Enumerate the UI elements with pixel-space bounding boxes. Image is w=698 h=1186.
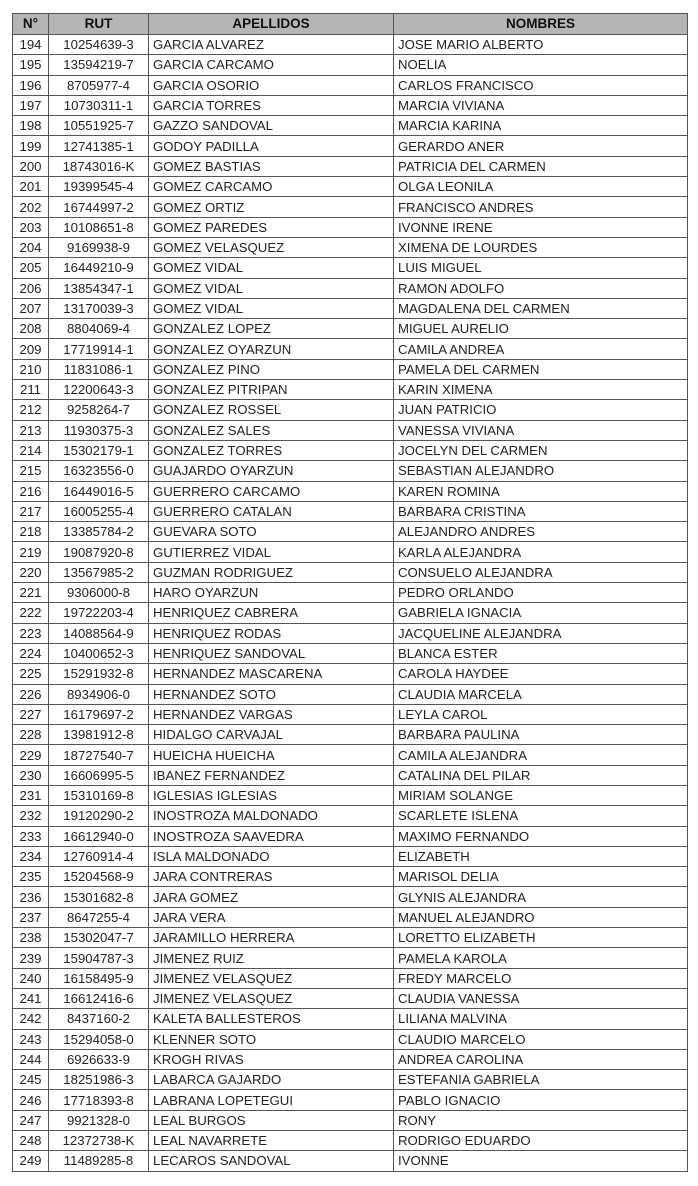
- cell-rut: 16323556-0: [49, 461, 149, 481]
- cell-apellidos: HIDALGO CARVAJAL: [149, 725, 394, 745]
- cell-rut: 12372738-K: [49, 1131, 149, 1151]
- cell-apellidos: GODOY PADILLA: [149, 136, 394, 156]
- cell-num: 239: [13, 948, 49, 968]
- cell-rut: 10254639-3: [49, 35, 149, 55]
- cell-apellidos: GONZALEZ OYARZUN: [149, 339, 394, 359]
- cell-nombres: ANDREA CAROLINA: [394, 1049, 688, 1069]
- cell-apellidos: GUAJARDO OYARZUN: [149, 461, 394, 481]
- cell-rut: 15301682-8: [49, 887, 149, 907]
- cell-apellidos: JARA VERA: [149, 907, 394, 927]
- cell-rut: 6926633-9: [49, 1049, 149, 1069]
- cell-nombres: LORETTO ELIZABETH: [394, 928, 688, 948]
- cell-nombres: CONSUELO ALEJANDRA: [394, 562, 688, 582]
- cell-apellidos: GOMEZ VIDAL: [149, 298, 394, 318]
- cell-nombres: XIMENA DE LOURDES: [394, 237, 688, 257]
- table-row: [13, 1090, 688, 1110]
- cell-num: 207: [13, 298, 49, 318]
- table-row: [13, 1151, 688, 1171]
- cell-apellidos: GOMEZ CARCAMO: [149, 177, 394, 197]
- table-row: [13, 1110, 688, 1130]
- cell-rut: 19087920-8: [49, 542, 149, 562]
- table-row: [13, 359, 688, 379]
- cell-nombres: SCARLETE ISLENA: [394, 806, 688, 826]
- table-row: [13, 461, 688, 481]
- cell-rut: 17718393-8: [49, 1090, 149, 1110]
- cell-num: 233: [13, 826, 49, 846]
- cell-num: 226: [13, 684, 49, 704]
- cell-num: 216: [13, 481, 49, 501]
- cell-apellidos: GONZALEZ LOPEZ: [149, 319, 394, 339]
- cell-rut: 15204568-9: [49, 867, 149, 887]
- cell-nombres: GABRIELA IGNACIA: [394, 603, 688, 623]
- cell-rut: 19722203-4: [49, 603, 149, 623]
- table-row: [13, 643, 688, 663]
- table-row: [13, 684, 688, 704]
- cell-nombres: LILIANA MALVINA: [394, 1009, 688, 1029]
- cell-rut: 10730311-1: [49, 95, 149, 115]
- table-row: [13, 156, 688, 176]
- cell-rut: 15310169-8: [49, 785, 149, 805]
- table-row: [13, 420, 688, 440]
- cell-apellidos: JIMENEZ VELASQUEZ: [149, 988, 394, 1008]
- cell-apellidos: JIMENEZ RUIZ: [149, 948, 394, 968]
- cell-rut: 13567985-2: [49, 562, 149, 582]
- cell-apellidos: LECAROS SANDOVAL: [149, 1151, 394, 1171]
- cell-nombres: PATRICIA DEL CARMEN: [394, 156, 688, 176]
- cell-apellidos: KROGH RIVAS: [149, 1049, 394, 1069]
- cell-num: 228: [13, 725, 49, 745]
- table-row: [13, 542, 688, 562]
- cell-nombres: MARISOL DELIA: [394, 867, 688, 887]
- table-row: [13, 1009, 688, 1029]
- table-row: [13, 1049, 688, 1069]
- cell-apellidos: GOMEZ VELASQUEZ: [149, 237, 394, 257]
- cell-apellidos: HENRIQUEZ SANDOVAL: [149, 643, 394, 663]
- cell-rut: 16449210-9: [49, 258, 149, 278]
- table-row: [13, 562, 688, 582]
- cell-apellidos: GUERRERO CARCAMO: [149, 481, 394, 501]
- cell-apellidos: HARO OYARZUN: [149, 583, 394, 603]
- table-row: [13, 35, 688, 55]
- cell-nombres: IVONNE: [394, 1151, 688, 1171]
- cell-apellidos: GONZALEZ TORRES: [149, 440, 394, 460]
- cell-nombres: JOSE MARIO ALBERTO: [394, 35, 688, 55]
- cell-num: 197: [13, 95, 49, 115]
- cell-num: 220: [13, 562, 49, 582]
- table-row: [13, 298, 688, 318]
- table-row: [13, 440, 688, 460]
- cell-apellidos: HUEICHA HUEICHA: [149, 745, 394, 765]
- cell-nombres: CLAUDIA VANESSA: [394, 988, 688, 1008]
- cell-rut: 8437160-2: [49, 1009, 149, 1029]
- cell-rut: 18251986-3: [49, 1070, 149, 1090]
- table-row: [13, 664, 688, 684]
- cell-rut: 12760914-4: [49, 846, 149, 866]
- cell-apellidos: GARCIA TORRES: [149, 95, 394, 115]
- cell-apellidos: GOMEZ BASTIAS: [149, 156, 394, 176]
- cell-num: 205: [13, 258, 49, 278]
- cell-nombres: PABLO IGNACIO: [394, 1090, 688, 1110]
- cell-apellidos: GONZALEZ PINO: [149, 359, 394, 379]
- cell-rut: 10400652-3: [49, 643, 149, 663]
- cell-apellidos: KALETA BALLESTEROS: [149, 1009, 394, 1029]
- cell-nombres: FRANCISCO ANDRES: [394, 197, 688, 217]
- cell-apellidos: GONZALEZ PITRIPAN: [149, 380, 394, 400]
- cell-nombres: LUIS MIGUEL: [394, 258, 688, 278]
- cell-num: 235: [13, 867, 49, 887]
- cell-num: 243: [13, 1029, 49, 1049]
- cell-num: 230: [13, 765, 49, 785]
- cell-nombres: CATALINA DEL PILAR: [394, 765, 688, 785]
- cell-apellidos: ISLA MALDONADO: [149, 846, 394, 866]
- cell-rut: 9169938-9: [49, 237, 149, 257]
- cell-nombres: CAMILA ALEJANDRA: [394, 745, 688, 765]
- cell-num: 229: [13, 745, 49, 765]
- cell-nombres: PAMELA DEL CARMEN: [394, 359, 688, 379]
- cell-num: 211: [13, 380, 49, 400]
- cell-rut: 11930375-3: [49, 420, 149, 440]
- cell-num: 215: [13, 461, 49, 481]
- cell-apellidos: GOMEZ VIDAL: [149, 278, 394, 298]
- cell-apellidos: GAZZO SANDOVAL: [149, 116, 394, 136]
- cell-rut: 16179697-2: [49, 704, 149, 724]
- header-row: [13, 14, 688, 35]
- cell-num: 218: [13, 522, 49, 542]
- cell-rut: 16005255-4: [49, 501, 149, 521]
- cell-rut: 12200643-3: [49, 380, 149, 400]
- cell-nombres: LEYLA CAROL: [394, 704, 688, 724]
- cell-apellidos: JARA GOMEZ: [149, 887, 394, 907]
- cell-nombres: MANUEL ALEJANDRO: [394, 907, 688, 927]
- cell-num: 194: [13, 35, 49, 55]
- cell-num: 244: [13, 1049, 49, 1069]
- cell-num: 202: [13, 197, 49, 217]
- cell-num: 232: [13, 806, 49, 826]
- data-table: [12, 13, 688, 1172]
- cell-apellidos: INOSTROZA SAAVEDRA: [149, 826, 394, 846]
- cell-num: 223: [13, 623, 49, 643]
- cell-num: 221: [13, 583, 49, 603]
- cell-rut: 13385784-2: [49, 522, 149, 542]
- table-row: [13, 400, 688, 420]
- cell-num: 203: [13, 217, 49, 237]
- cell-apellidos: GONZALEZ SALES: [149, 420, 394, 440]
- cell-rut: 17719914-1: [49, 339, 149, 359]
- table-row: [13, 501, 688, 521]
- cell-nombres: SEBASTIAN ALEJANDRO: [394, 461, 688, 481]
- cell-apellidos: GOMEZ PAREDES: [149, 217, 394, 237]
- table-row: [13, 75, 688, 95]
- cell-nombres: JUAN PATRICIO: [394, 400, 688, 420]
- table-row: [13, 197, 688, 217]
- cell-apellidos: GARCIA CARCAMO: [149, 55, 394, 75]
- cell-num: 222: [13, 603, 49, 623]
- table-row: [13, 237, 688, 257]
- cell-rut: 10551925-7: [49, 116, 149, 136]
- cell-rut: 12741385-1: [49, 136, 149, 156]
- cell-nombres: ESTEFANIA GABRIELA: [394, 1070, 688, 1090]
- cell-apellidos: KLENNER SOTO: [149, 1029, 394, 1049]
- cell-rut: 8934906-0: [49, 684, 149, 704]
- cell-rut: 8647255-4: [49, 907, 149, 927]
- cell-rut: 11831086-1: [49, 359, 149, 379]
- cell-num: 208: [13, 319, 49, 339]
- cell-num: 246: [13, 1090, 49, 1110]
- cell-nombres: BARBARA PAULINA: [394, 725, 688, 745]
- cell-rut: 16606995-5: [49, 765, 149, 785]
- cell-nombres: JACQUELINE ALEJANDRA: [394, 623, 688, 643]
- cell-num: 214: [13, 440, 49, 460]
- table-row: [13, 846, 688, 866]
- cell-num: 249: [13, 1151, 49, 1171]
- cell-apellidos: GUZMAN RODRIGUEZ: [149, 562, 394, 582]
- cell-apellidos: LABRANA LOPETEGUI: [149, 1090, 394, 1110]
- cell-nombres: GLYNIS ALEJANDRA: [394, 887, 688, 907]
- cell-apellidos: GOMEZ VIDAL: [149, 258, 394, 278]
- table-row: [13, 785, 688, 805]
- cell-rut: 19399545-4: [49, 177, 149, 197]
- table-row: [13, 988, 688, 1008]
- cell-apellidos: GONZALEZ ROSSEL: [149, 400, 394, 420]
- cell-apellidos: JARA CONTRERAS: [149, 867, 394, 887]
- cell-num: 209: [13, 339, 49, 359]
- table-row: [13, 522, 688, 542]
- table-row: [13, 948, 688, 968]
- cell-rut: 16612416-6: [49, 988, 149, 1008]
- cell-nombres: ALEJANDRO ANDRES: [394, 522, 688, 542]
- cell-nombres: CARLOS FRANCISCO: [394, 75, 688, 95]
- table-row: [13, 1029, 688, 1049]
- cell-num: 212: [13, 400, 49, 420]
- table-body: [13, 35, 688, 1172]
- header-rut: RUT: [49, 14, 149, 35]
- cell-num: 241: [13, 988, 49, 1008]
- cell-num: 204: [13, 237, 49, 257]
- table-row: [13, 887, 688, 907]
- cell-nombres: MARCIA VIVIANA: [394, 95, 688, 115]
- cell-rut: 8804069-4: [49, 319, 149, 339]
- cell-num: 206: [13, 278, 49, 298]
- cell-rut: 16158495-9: [49, 968, 149, 988]
- cell-nombres: JOCELYN DEL CARMEN: [394, 440, 688, 460]
- cell-num: 198: [13, 116, 49, 136]
- cell-rut: 19120290-2: [49, 806, 149, 826]
- cell-num: 210: [13, 359, 49, 379]
- cell-apellidos: HENRIQUEZ RODAS: [149, 623, 394, 643]
- cell-apellidos: LABARCA GAJARDO: [149, 1070, 394, 1090]
- cell-rut: 15294058-0: [49, 1029, 149, 1049]
- cell-num: 225: [13, 664, 49, 684]
- cell-num: 217: [13, 501, 49, 521]
- cell-apellidos: GUEVARA SOTO: [149, 522, 394, 542]
- cell-nombres: RONY: [394, 1110, 688, 1130]
- table-row: [13, 765, 688, 785]
- table-row: [13, 1131, 688, 1151]
- cell-num: 236: [13, 887, 49, 907]
- cell-rut: 13594219-7: [49, 55, 149, 75]
- table-row: [13, 928, 688, 948]
- cell-nombres: CAMILA ANDREA: [394, 339, 688, 359]
- table-row: [13, 1070, 688, 1090]
- cell-rut: 16612940-0: [49, 826, 149, 846]
- table-row: [13, 725, 688, 745]
- cell-nombres: VANESSA VIVIANA: [394, 420, 688, 440]
- cell-num: 213: [13, 420, 49, 440]
- header-num: N°: [13, 14, 49, 35]
- cell-rut: 9306000-8: [49, 583, 149, 603]
- cell-num: 224: [13, 643, 49, 663]
- cell-apellidos: INOSTROZA MALDONADO: [149, 806, 394, 826]
- cell-rut: 13981912-8: [49, 725, 149, 745]
- cell-num: 227: [13, 704, 49, 724]
- cell-num: 219: [13, 542, 49, 562]
- cell-num: 195: [13, 55, 49, 75]
- table-row: [13, 136, 688, 156]
- cell-num: 242: [13, 1009, 49, 1029]
- table-row: [13, 623, 688, 643]
- cell-nombres: KARIN XIMENA: [394, 380, 688, 400]
- cell-num: 247: [13, 1110, 49, 1130]
- cell-apellidos: GARCIA ALVAREZ: [149, 35, 394, 55]
- cell-num: 196: [13, 75, 49, 95]
- cell-rut: 16449016-5: [49, 481, 149, 501]
- cell-nombres: IVONNE IRENE: [394, 217, 688, 237]
- cell-apellidos: LEAL BURGOS: [149, 1110, 394, 1130]
- cell-nombres: BARBARA CRISTINA: [394, 501, 688, 521]
- cell-nombres: GERARDO ANER: [394, 136, 688, 156]
- cell-apellidos: LEAL NAVARRETE: [149, 1131, 394, 1151]
- cell-rut: 9258264-7: [49, 400, 149, 420]
- table-row: [13, 481, 688, 501]
- table-row: [13, 177, 688, 197]
- table-row: [13, 867, 688, 887]
- cell-num: 240: [13, 968, 49, 988]
- cell-nombres: RODRIGO EDUARDO: [394, 1131, 688, 1151]
- cell-apellidos: IBANEZ FERNANDEZ: [149, 765, 394, 785]
- cell-apellidos: HERNANDEZ MASCARENA: [149, 664, 394, 684]
- cell-nombres: ELIZABETH: [394, 846, 688, 866]
- cell-rut: 9921328-0: [49, 1110, 149, 1130]
- table-row: [13, 339, 688, 359]
- cell-nombres: RAMON ADOLFO: [394, 278, 688, 298]
- cell-rut: 16744997-2: [49, 197, 149, 217]
- cell-num: 199: [13, 136, 49, 156]
- cell-nombres: MIRIAM SOLANGE: [394, 785, 688, 805]
- cell-nombres: CLAUDIA MARCELA: [394, 684, 688, 704]
- cell-rut: 18727540-7: [49, 745, 149, 765]
- cell-apellidos: HERNANDEZ SOTO: [149, 684, 394, 704]
- table-row: [13, 907, 688, 927]
- table-row: [13, 806, 688, 826]
- cell-rut: 13854347-1: [49, 278, 149, 298]
- header-nombres: NOMBRES: [394, 14, 688, 35]
- cell-rut: 15291932-8: [49, 664, 149, 684]
- cell-nombres: PEDRO ORLANDO: [394, 583, 688, 603]
- table-row: [13, 258, 688, 278]
- cell-num: 234: [13, 846, 49, 866]
- cell-rut: 15904787-3: [49, 948, 149, 968]
- cell-rut: 10108651-8: [49, 217, 149, 237]
- cell-nombres: MARCIA KARINA: [394, 116, 688, 136]
- cell-num: 200: [13, 156, 49, 176]
- table-row: [13, 55, 688, 75]
- table-row: [13, 278, 688, 298]
- table-row: [13, 319, 688, 339]
- table-row: [13, 603, 688, 623]
- cell-nombres: NOELIA: [394, 55, 688, 75]
- cell-apellidos: HENRIQUEZ CABRERA: [149, 603, 394, 623]
- table-row: [13, 704, 688, 724]
- table-row: [13, 217, 688, 237]
- cell-apellidos: GOMEZ ORTIZ: [149, 197, 394, 217]
- cell-nombres: OLGA LEONILA: [394, 177, 688, 197]
- cell-apellidos: GARCIA OSORIO: [149, 75, 394, 95]
- cell-num: 248: [13, 1131, 49, 1151]
- cell-apellidos: IGLESIAS IGLESIAS: [149, 785, 394, 805]
- table-header: [13, 14, 688, 35]
- cell-nombres: BLANCA ESTER: [394, 643, 688, 663]
- cell-rut: 8705977-4: [49, 75, 149, 95]
- cell-nombres: MIGUEL AURELIO: [394, 319, 688, 339]
- cell-apellidos: JIMENEZ VELASQUEZ: [149, 968, 394, 988]
- cell-apellidos: HERNANDEZ VARGAS: [149, 704, 394, 724]
- table-row: [13, 95, 688, 115]
- cell-nombres: KAREN ROMINA: [394, 481, 688, 501]
- table-row: [13, 745, 688, 765]
- table-row: [13, 380, 688, 400]
- cell-rut: 18743016-K: [49, 156, 149, 176]
- cell-apellidos: JARAMILLO HERRERA: [149, 928, 394, 948]
- cell-num: 245: [13, 1070, 49, 1090]
- table-row: [13, 116, 688, 136]
- table-row: [13, 968, 688, 988]
- cell-nombres: CAROLA HAYDEE: [394, 664, 688, 684]
- cell-nombres: FREDY MARCELO: [394, 968, 688, 988]
- cell-nombres: PAMELA KAROLA: [394, 948, 688, 968]
- cell-rut: 11489285-8: [49, 1151, 149, 1171]
- cell-nombres: CLAUDIO MARCELO: [394, 1029, 688, 1049]
- cell-num: 237: [13, 907, 49, 927]
- cell-num: 201: [13, 177, 49, 197]
- table-row: [13, 583, 688, 603]
- cell-rut: 13170039-3: [49, 298, 149, 318]
- cell-nombres: KARLA ALEJANDRA: [394, 542, 688, 562]
- cell-rut: 14088564-9: [49, 623, 149, 643]
- cell-nombres: MAGDALENA DEL CARMEN: [394, 298, 688, 318]
- cell-apellidos: GUTIERREZ VIDAL: [149, 542, 394, 562]
- cell-apellidos: GUERRERO CATALAN: [149, 501, 394, 521]
- header-apellidos: APELLIDOS: [149, 14, 394, 35]
- table-row: [13, 826, 688, 846]
- cell-rut: 15302047-7: [49, 928, 149, 948]
- cell-nombres: MAXIMO FERNANDO: [394, 826, 688, 846]
- cell-num: 238: [13, 928, 49, 948]
- cell-rut: 15302179-1: [49, 440, 149, 460]
- cell-num: 231: [13, 785, 49, 805]
